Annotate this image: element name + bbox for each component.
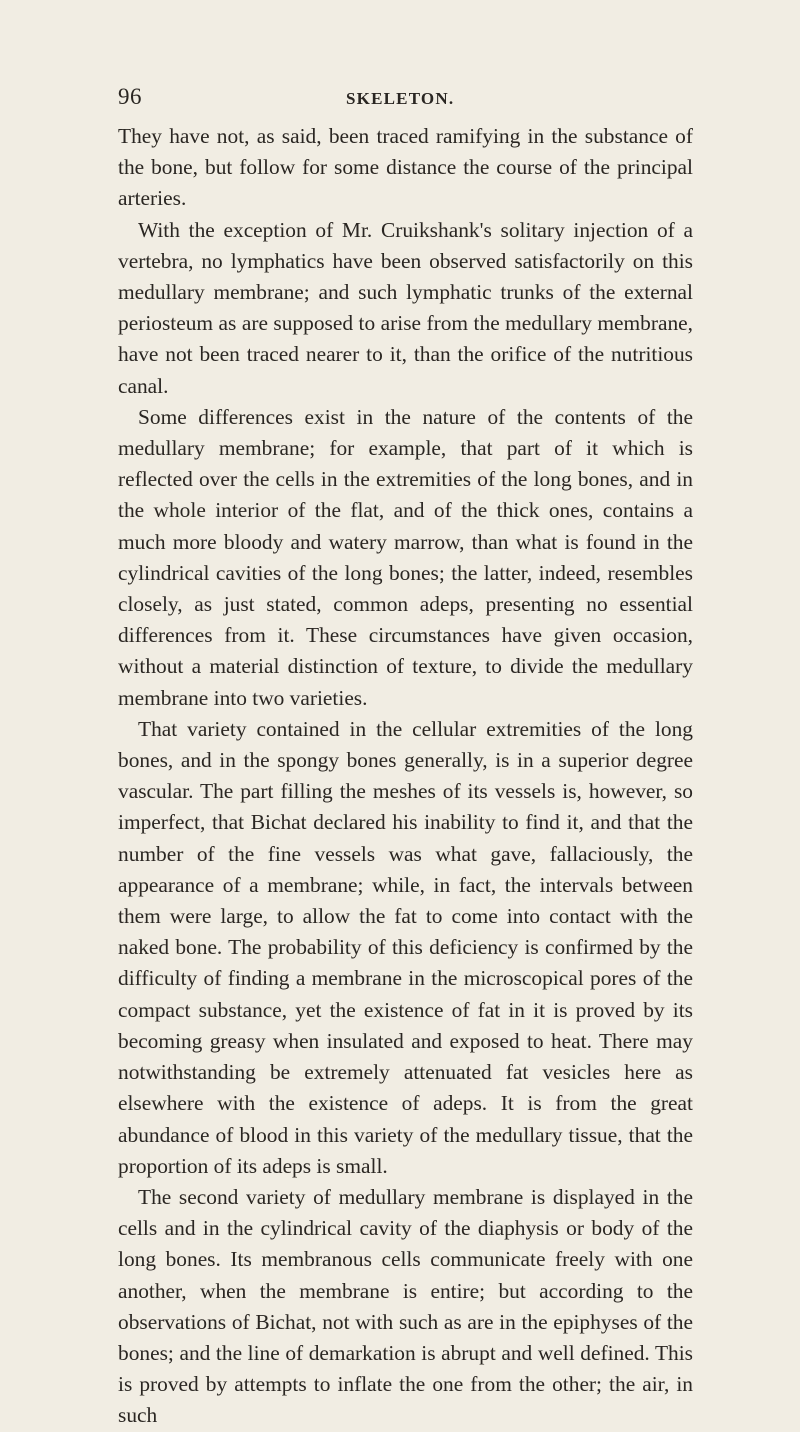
paragraph-3: Some differences exist in the nature of the contents of the medullary membrane; for example, that part of it which is reflected over the cells in the extremities of the long bones, and in the whole interior of the flat, and of the thick ones, contains a much more bloody and watery marrow, than what is found in the cylindrical cavities of the long bones; the latter, indeed, resembles closely, as just stated, common adeps, presenting no essential differences from it. These circumstances have given occasion, without a material distinction of texture, to divide the medullary membrane into two varieties. (118, 404, 693, 710)
paragraph-5: The second variety of medullary membrane is displayed in the cells and in the cylindrical cavity of the diaphysis or body of the long bones. Its membranous cells communicate freely with one another, when the membrane is entire; but according to the observations of Bichat, not with such as are in the epiphyses of the bones; and the line of demarkation is abrupt and well defined. This is proved by attempts to inflate the one from the other; the air, in such (118, 1184, 693, 1428)
running-title: SKELETON. (346, 89, 455, 108)
paragraph-1: They have not, as said, been traced ramifying in the substance of the bone, but follow for some distance the course of the principal arteries. (118, 124, 693, 211)
paragraph-4: That variety contained in the cellular extremities of the long bones, and in the spongy bones generally, is in a superior degree vascular. The part filling the meshes of its vessels is, however, so imperfect, that Bichat declared his inability to find it, and that the number of the fine vessels was what gave, fallaciously, the appearance of a membrane; while, in fact, the intervals between them were large, to allow the fat to come into contact with the naked bone. The probability of this deficiency is confirmed by the difficulty of finding a membrane in the microscopical pores of the compact substance, yet the existence of fat in it is proved by its becoming greasy when insulated and exposed to heat. There may notwithstanding be extremely attenuated fat vesicles here as elsewhere with the existence of adeps. It is from the great abundance of blood in this variety of the medullary tissue, that the proportion of its adeps is small. (118, 716, 693, 1178)
body-text (118, 121, 693, 1432)
page-number: 96 (118, 84, 142, 109)
paragraph-2: With the exception of Mr. Cruikshank's solitary injection of a vertebra, no lymphatics have been observed satisfactorily on this medullary membrane; and such lymphatic trunks of the external periosteum as are supposed to arise from the medullary membrane, have not been traced nearer to it, than the orifice of the nutritious canal. (118, 217, 693, 398)
running-head (118, 84, 693, 114)
